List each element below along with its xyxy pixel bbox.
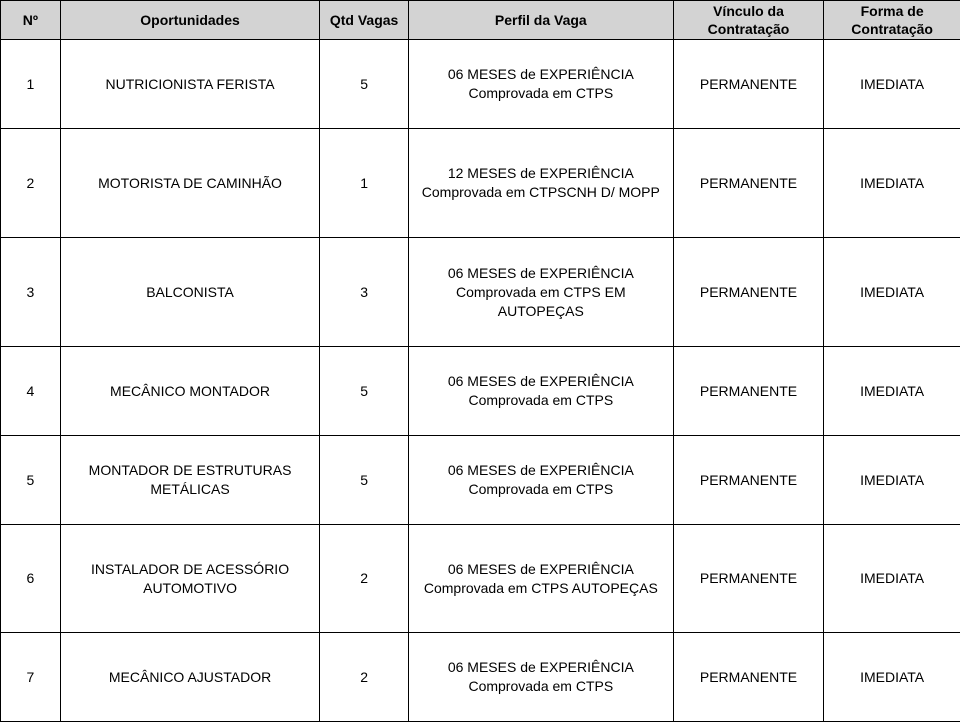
row-vinculo: PERMANENTE — [673, 525, 824, 633]
row-qtd: 1 — [320, 129, 409, 238]
row-forma: IMEDIATA — [824, 633, 960, 722]
table-row — [1, 40, 960, 129]
header-qtd-vagas: Qtd Vagas — [320, 1, 409, 40]
header-forma-contratacao: Forma de Contratação — [824, 1, 960, 40]
table-row — [1, 347, 960, 436]
table-row — [1, 129, 960, 238]
row-oportunidade: MECÂNICO MONTADOR — [60, 347, 319, 436]
row-perfil: 06 MESES de EXPERIÊNCIA Comprovada em CTPS AUTOPEÇAS — [408, 525, 673, 633]
row-num: 1 — [1, 40, 61, 129]
row-vinculo: PERMANENTE — [673, 40, 824, 129]
row-forma: IMEDIATA — [824, 238, 960, 347]
row-qtd: 3 — [320, 238, 409, 347]
row-oportunidade: MOTORISTA DE CAMINHÃO — [60, 129, 319, 238]
row-oportunidade: NUTRICIONISTA FERISTA — [60, 40, 319, 129]
row-perfil: 06 MESES de EXPERIÊNCIA Comprovada em CTPS EM AUTOPEÇAS — [408, 238, 673, 347]
header-oportunidades: Oportunidades — [60, 1, 319, 40]
header-perfil-da-vaga: Perfil da Vaga — [408, 1, 673, 40]
row-vinculo: PERMANENTE — [673, 129, 824, 238]
row-oportunidade: MONTADOR DE ESTRUTURAS METÁLICAS — [60, 436, 319, 525]
row-perfil: 06 MESES de EXPERIÊNCIA Comprovada em CTPS — [408, 347, 673, 436]
row-qtd: 5 — [320, 40, 409, 129]
header-row — [1, 1, 960, 40]
table-row — [1, 633, 960, 722]
header-vinculo-contratacao: Vínculo da Contratação — [673, 1, 824, 40]
row-oportunidade: INSTALADOR DE ACESSÓRIO AUTOMOTIVO — [60, 525, 319, 633]
row-num: 4 — [1, 347, 61, 436]
row-perfil: 06 MESES de EXPERIÊNCIA Comprovada em CTPS — [408, 633, 673, 722]
row-num: 5 — [1, 436, 61, 525]
row-vinculo: PERMANENTE — [673, 347, 824, 436]
header-num: Nº — [1, 1, 61, 40]
row-oportunidade: MECÂNICO AJUSTADOR — [60, 633, 319, 722]
row-forma: IMEDIATA — [824, 129, 960, 238]
row-num: 3 — [1, 238, 61, 347]
row-qtd: 5 — [320, 436, 409, 525]
row-oportunidade: BALCONISTA — [60, 238, 319, 347]
table-row — [1, 525, 960, 633]
row-forma: IMEDIATA — [824, 347, 960, 436]
row-forma: IMEDIATA — [824, 436, 960, 525]
row-num: 7 — [1, 633, 61, 722]
row-perfil: 06 MESES de EXPERIÊNCIA Comprovada em CTPS — [408, 40, 673, 129]
row-perfil: 06 MESES de EXPERIÊNCIA Comprovada em CTPS — [408, 436, 673, 525]
row-qtd: 2 — [320, 633, 409, 722]
table-row — [1, 436, 960, 525]
row-perfil: 12 MESES de EXPERIÊNCIA Comprovada em CTPSCNH D/ MOPP — [408, 129, 673, 238]
row-forma: IMEDIATA — [824, 525, 960, 633]
table-row — [1, 238, 960, 347]
row-num: 2 — [1, 129, 61, 238]
row-vinculo: PERMANENTE — [673, 238, 824, 347]
row-vinculo: PERMANENTE — [673, 633, 824, 722]
row-forma: IMEDIATA — [824, 40, 960, 129]
row-qtd: 5 — [320, 347, 409, 436]
row-vinculo: PERMANENTE — [673, 436, 824, 525]
row-num: 6 — [1, 525, 61, 633]
row-qtd: 2 — [320, 525, 409, 633]
